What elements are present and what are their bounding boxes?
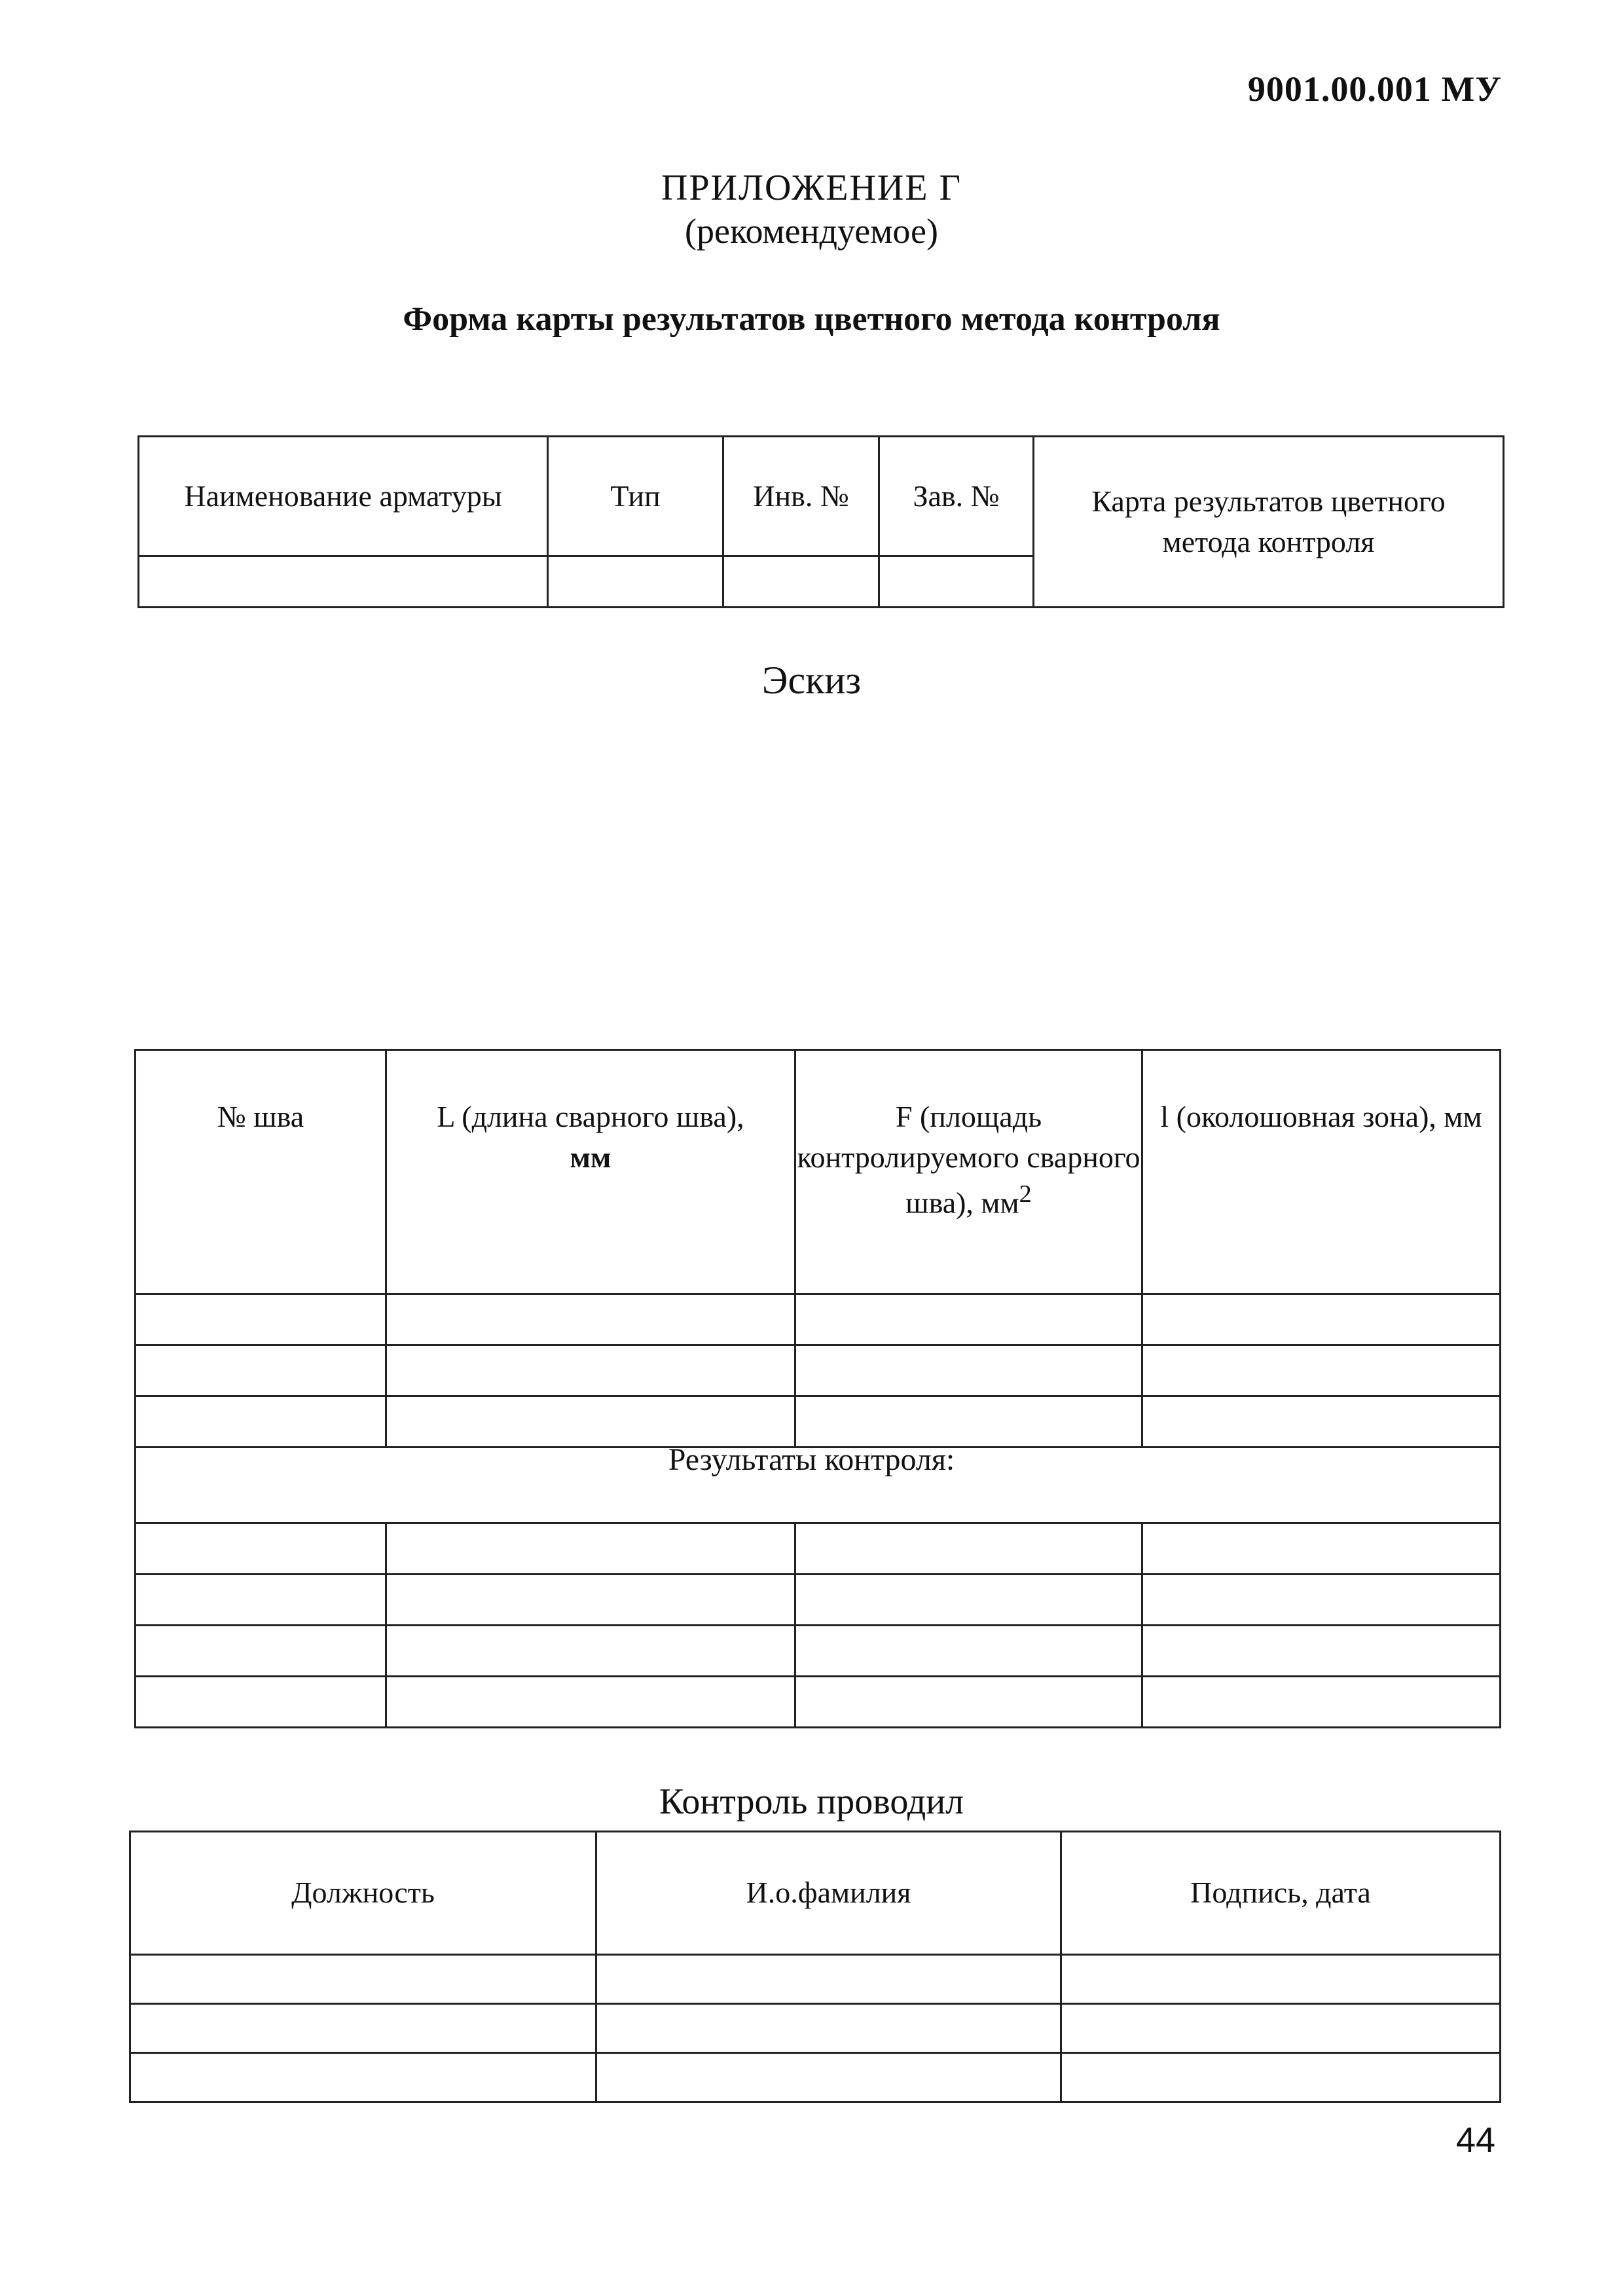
table-row <box>130 2053 1501 2102</box>
header-empty-cell[interactable] <box>879 556 1034 608</box>
seam-header-length <box>386 1050 795 1294</box>
header-cell-valve-name: Наименование арматуры <box>139 437 548 556</box>
seam-cell[interactable] <box>1142 1345 1501 1396</box>
result-cell[interactable] <box>386 1575 795 1626</box>
table-row <box>136 1523 1501 1575</box>
sketch-label: Эскиз <box>761 659 862 702</box>
header-table <box>137 435 1504 608</box>
result-cell[interactable] <box>1142 1575 1501 1626</box>
result-cell[interactable] <box>386 1677 795 1728</box>
header-cell-type: Тип <box>548 437 723 556</box>
seam-header-area <box>795 1050 1142 1294</box>
result-cell[interactable] <box>1142 1523 1501 1575</box>
header-empty-cell[interactable] <box>723 556 879 608</box>
page-number: 44 <box>1455 2121 1495 2160</box>
seam-cell[interactable] <box>386 1345 795 1396</box>
controller-cell[interactable] <box>130 1955 596 2004</box>
table-row <box>136 1626 1501 1677</box>
controller-cell[interactable] <box>130 2053 596 2102</box>
result-cell[interactable] <box>795 1626 1142 1677</box>
seam-cell[interactable] <box>1142 1396 1501 1448</box>
header-empty-cell[interactable] <box>139 556 548 608</box>
header-cell-serial-number: Зав. № <box>879 437 1034 556</box>
seam-cell[interactable] <box>136 1345 386 1396</box>
seam-header-length-unit: мм <box>570 1140 611 1175</box>
table-row <box>136 1396 1501 1448</box>
controller-cell[interactable] <box>1061 2053 1501 2102</box>
form-title: Форма карты результатов цветного метода контроля <box>403 301 1220 338</box>
seam-header-heat-zone: l (околошовная зона), мм <box>1142 1050 1501 1294</box>
controller-header-name: И.о.фамилия <box>596 1832 1061 1955</box>
controller-cell[interactable] <box>596 1955 1061 2004</box>
header-cell-inventory-number: Инв. № <box>723 437 879 556</box>
result-cell[interactable] <box>1142 1626 1501 1677</box>
seam-cell[interactable] <box>1142 1294 1501 1345</box>
control-label: Контроль проводил <box>659 1781 964 1822</box>
seam-cell[interactable] <box>386 1294 795 1345</box>
document-code: 9001.00.001 МУ <box>1247 69 1502 109</box>
seam-cell[interactable] <box>136 1396 386 1448</box>
appendix-subtitle: (рекомендуемое) <box>685 211 938 251</box>
controller-cell[interactable] <box>130 2004 596 2053</box>
result-cell[interactable] <box>1142 1677 1501 1728</box>
result-cell[interactable] <box>795 1575 1142 1626</box>
controller-table <box>129 1831 1501 2103</box>
seam-header-area-sup: 2 <box>1019 1180 1032 1209</box>
result-cell[interactable] <box>136 1523 386 1575</box>
seam-cell[interactable] <box>386 1396 795 1448</box>
seam-header-area-text: F (площадь контролируемого сварного шва), мм <box>797 1100 1140 1220</box>
appendix-title: ПРИЛОЖЕНИЕ Г <box>661 168 962 208</box>
controller-cell[interactable] <box>1061 1955 1501 2004</box>
seam-cell[interactable] <box>795 1396 1142 1448</box>
controller-header-signature: Подпись, дата <box>1061 1832 1501 1955</box>
seam-cell[interactable] <box>795 1294 1142 1345</box>
result-cell[interactable] <box>136 1626 386 1677</box>
result-cell[interactable] <box>795 1523 1142 1575</box>
header-empty-cell[interactable] <box>548 556 723 608</box>
controller-header-position: Должность <box>130 1832 596 1955</box>
table-row <box>130 2004 1501 2053</box>
seam-header-length-text: L (длина сварного шва), <box>437 1100 744 1133</box>
controller-cell[interactable] <box>596 2004 1061 2053</box>
controller-cell[interactable] <box>596 2053 1061 2102</box>
seam-table <box>134 1049 1501 1728</box>
table-row <box>136 1345 1501 1396</box>
table-row <box>136 1677 1501 1728</box>
table-row <box>130 1955 1501 2004</box>
seam-cell[interactable] <box>795 1345 1142 1396</box>
table-row <box>136 1575 1501 1626</box>
result-cell[interactable] <box>386 1626 795 1677</box>
seam-header-number: № шва <box>136 1050 386 1294</box>
seam-cell[interactable] <box>136 1294 386 1345</box>
table-row <box>136 1294 1501 1345</box>
result-cell[interactable] <box>136 1575 386 1626</box>
results-label: Результаты контроля: <box>668 1442 955 1477</box>
controller-cell[interactable] <box>1061 2004 1501 2053</box>
result-cell[interactable] <box>386 1523 795 1575</box>
header-cell-card-title: Карта результатов цветного метода контроля <box>1034 437 1504 608</box>
result-cell[interactable] <box>795 1677 1142 1728</box>
result-cell[interactable] <box>136 1677 386 1728</box>
